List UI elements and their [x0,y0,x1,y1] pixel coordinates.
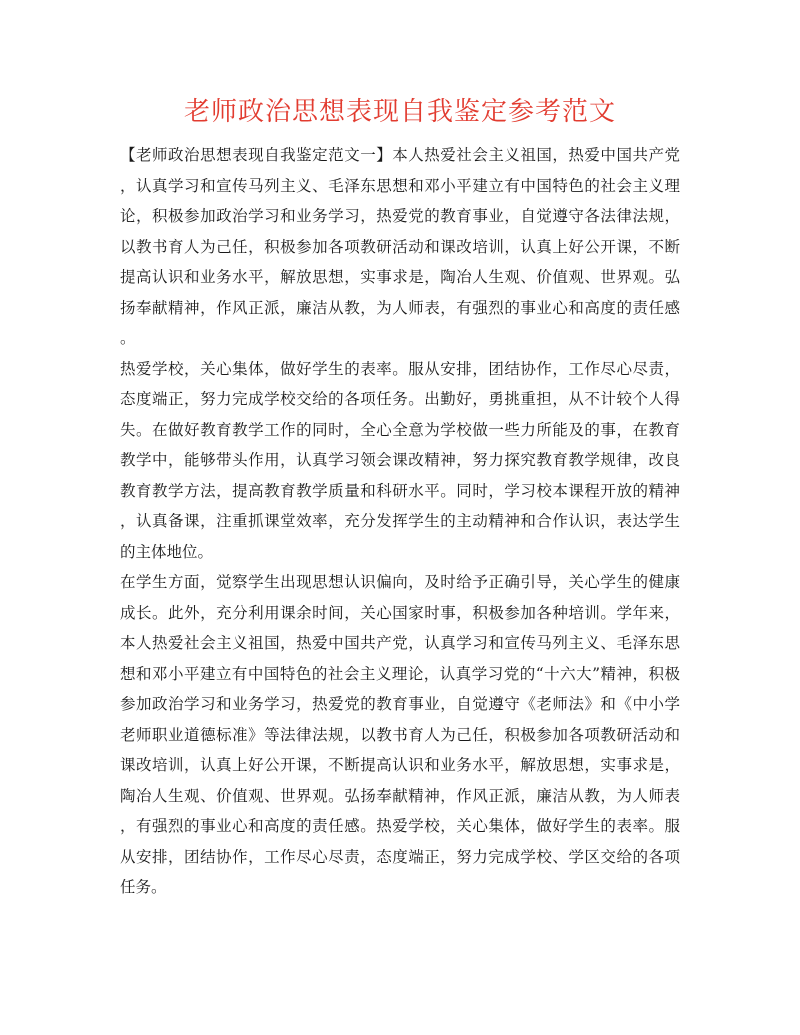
text-line: 提高认识和业务水平，解放思想，实事求是，陶冶人生观、价值观、世界观。弘 [120,268,680,286]
text-line: 成长。此外，充分利用课余时间，关心国家时事，积极参加各种培训。学年来， [120,603,680,622]
text-line: 论，积极参加政治学习和业务学习，热爱党的教育事业，自觉遵守各法律法规， [120,207,680,225]
text-line: 课改培训，认真上好公开课，不断提高认识和业务水平，解放思想，实事求是， [120,756,680,774]
text-line: 老师职业道德标准》等法律法规，以教书育人为己任，积极参加各项教研活动和 [120,725,680,744]
text-line: 任务。 [120,878,167,896]
text-line: 扬奉献精神，作风正派，廉洁从教，为人师表，有强烈的事业心和高度的责任感 [120,298,680,317]
text-line: 教育教学方法，提高教育教学质量和科研水平。同时，学习校本课程开放的精神 [120,481,680,500]
document-body [120,140,680,903]
text-line: 失。在做好教育教学工作的同时，全心全意为学校做一些力所能及的事，在教育 [120,420,680,439]
text-line: 陶冶人生观、价值观、世界观。弘扬奉献精神，作风正派，廉洁从教，为人师表 [120,786,680,805]
text-line: 教学中，能够带头作用，认真学习领会课改精神，努力探究教育教学规律，改良 [120,451,680,469]
text-line: 热爱学校，关心集体，做好学生的表率。服从安排，团结协作，工作尽心尽责， [120,359,680,378]
text-line: ，有强烈的事业心和高度的责任感。热爱学校，关心集体，做好学生的表率。服 [120,817,680,835]
text-line: 参加政治学习和业务学习，热爱党的教育事业，自觉遵守《老师法》和《中小学 [120,695,680,713]
text-line: ，认真备课，注重抓课堂效率，充分发挥学生的主动精神和合作认识，表达学生 [120,512,680,530]
text-line: 在学生方面，觉察学生出现思想认识偏向，及时给予正确引导，关心学生的健康 [120,573,680,591]
text-line: 以教书育人为己任，积极参加各项教研活动和课改培训，认真上好公开课，不断 [120,237,680,256]
text-line: 的主体地位。 [120,542,214,561]
text-line: 从安排，团结协作，工作尽心尽责，态度端正，努力完成学校、学区交给的各项 [120,847,680,866]
document-title: 老师政治思想表现自我鉴定参考范文 [183,97,616,127]
text-line: 【老师政治思想表现自我鉴定范文一】本人热爱社会主义祖国，热爱中国共产党 [120,146,680,164]
text-line: 本人热爱社会主义祖国，热爱中国共产党，认真学习和宣传马列主义、毛泽东思 [120,634,680,652]
text-line: 。 [120,329,136,347]
text-line: 想和邓小平建立有中国特色的社会主义理论，认真学习党的“十六大”精神，积极 [120,664,680,683]
text-line: ，认真学习和宣传马列主义、毛泽东思想和邓小平建立有中国特色的社会主义理 [120,176,680,195]
text-line: 态度端正，努力完成学校交给的各项任务。出勤好，勇挑重担，从不计较个人得 [120,390,680,408]
